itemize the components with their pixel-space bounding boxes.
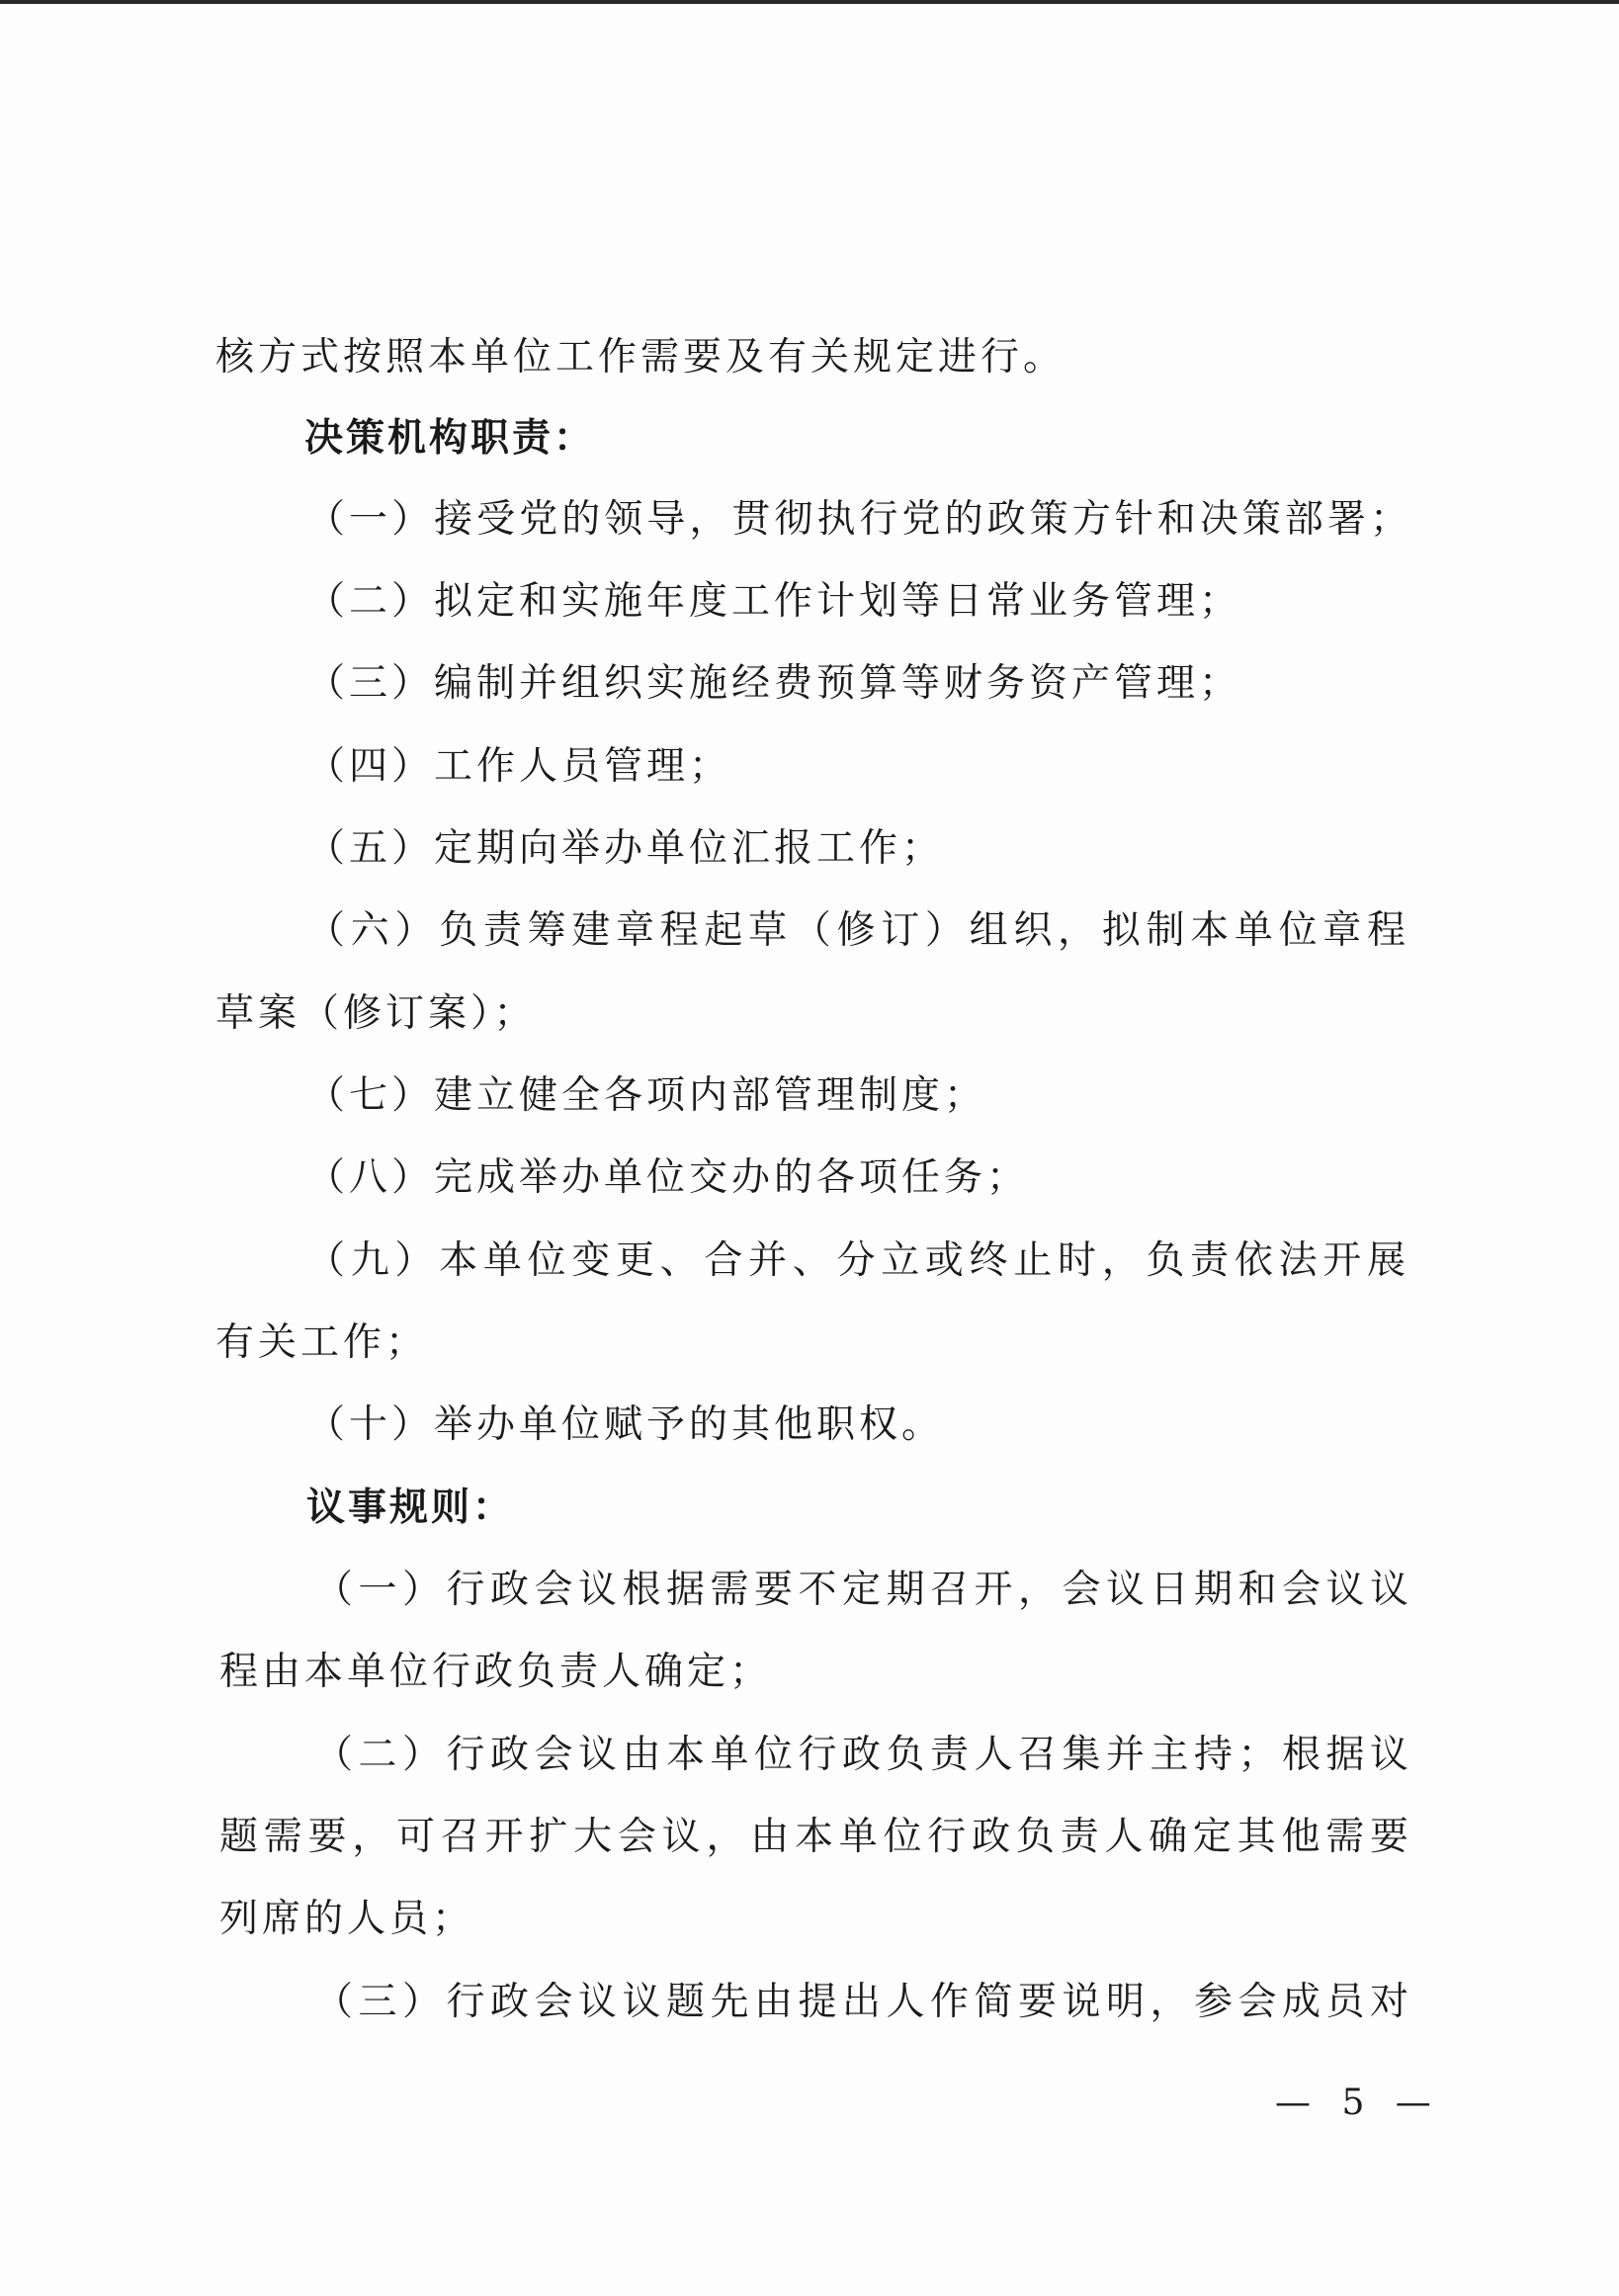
section-heading-decision-duties: 决策机构职责： [304, 416, 596, 461]
duty-item-6-line-2: 草案（修订案）； [215, 991, 537, 1036]
duty-item-3: （三）编制并组织实施经费预算等财务资产管理； [306, 661, 1242, 706]
duty-item-7: （七）建立健全各项内部管理制度； [306, 1073, 987, 1118]
duty-item-9-line-1: （九）本单位变更、合并、分立或终止时，负责依法开展 [306, 1238, 1406, 1283]
page-number: — 5 — [1275, 2083, 1441, 2123]
duty-item-2: （二）拟定和实施年度工作计划等日常业务管理； [306, 579, 1242, 624]
rule-item-2-line-3: 列席的人员； [219, 1897, 475, 1941]
rule-item-1-line-1: （一）行政会议根据需要不定期召开，会议日期和会议议 [314, 1568, 1408, 1612]
duty-item-5: （五）定期向举办单位汇报工作； [306, 826, 945, 871]
rule-item-1-line-2: 程由本单位行政负责人确定； [219, 1650, 773, 1694]
rule-item-2-line-1: （二）行政会议由本单位行政负责人召集并主持；根据议 [314, 1733, 1408, 1777]
rule-item-3-line-1: （三）行政会议议题先由提出人作简要说明，参会成员对 [314, 1980, 1408, 2024]
duty-item-6-line-1: （六）负责筹建章程起草（修订）组织，拟制本单位章程 [306, 908, 1406, 953]
scan-top-edge [0, 0, 1619, 4]
duty-item-10: （十）举办单位赋予的其他职权。 [306, 1403, 945, 1447]
duty-item-8: （八）完成举办单位交办的各项任务； [306, 1155, 1030, 1200]
duty-item-4: （四）工作人员管理； [306, 744, 732, 789]
text-line-1: 核方式按照本单位工作需要及有关规定进行。 [215, 335, 1066, 380]
section-heading-meeting-rules: 议事规则： [306, 1486, 515, 1530]
duty-item-9-line-2: 有关工作； [215, 1320, 429, 1365]
duty-item-1: （一）接受党的领导，贯彻执行党的政策方针和决策部署； [306, 497, 1408, 542]
rule-item-2-line-2: 题需要，可召开扩大会议，由本单位行政负责人确定其他需要 [219, 1815, 1408, 1859]
